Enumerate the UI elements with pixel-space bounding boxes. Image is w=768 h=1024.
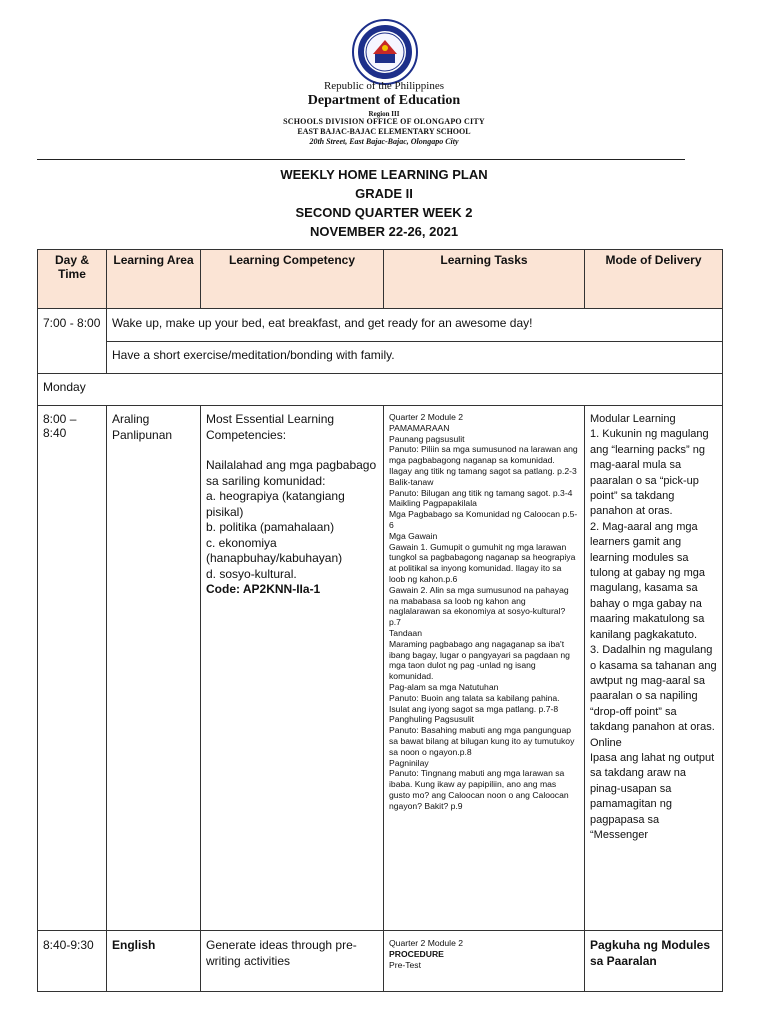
column-header-learning-tasks: Learning Tasks	[384, 250, 585, 309]
delivery-line: 2. Mag-aaral ang mga learners gamit ang learning modules sa tulong at gabay ng mga magulang, kasama sa bahay o mga gabay na maaring makatulong sa kanilang pagkakatuto.	[590, 520, 705, 641]
task-line: PROCEDURE	[389, 948, 444, 959]
routine-time: 7:00 - 8:00	[38, 309, 107, 374]
task-line: Pagninilay	[389, 757, 429, 768]
task-line: Pre-Test	[389, 959, 421, 970]
row2-time: 8:40-9:30	[38, 931, 107, 992]
competency-line: Nailalahad ang mga pagbabago sa sariling komunidad:	[206, 458, 377, 488]
routine-line-2: Have a short exercise/meditation/bonding with family.	[107, 342, 723, 374]
plan-date-range: NOVEMBER 22-26, 2021	[309, 224, 459, 239]
header-address: 20th Street, East Bajac-Bajac, Olongapo City	[309, 137, 459, 146]
competency-line: a. heograpiya (katangiang pisikal)	[206, 489, 345, 519]
competency-line: b. politika (pamahalaan)	[206, 520, 335, 534]
task-line: Gawain 2. Alin sa mga sumusunod na pahayag na mababasa sa loob ng kahon ang naglalarawan sa ekonomiya at sosyo-kultural? p.7	[389, 584, 569, 628]
task-line: Panuto: Buoin ang talata sa kabilang pahina. Isulat ang iyong sagot sa mga patlang. p.7-8	[389, 692, 560, 714]
column-header-learning-area: Learning Area	[107, 250, 201, 309]
task-line: Mga Pagbabago sa Komunidad ng Caloocan p.5-6	[389, 509, 578, 530]
task-line: Tandaan	[389, 627, 422, 638]
delivery-line: Modular Learning	[590, 413, 676, 425]
task-line: Panuto: Bilugan ang titik ng tamang sagot. p.3-4	[389, 487, 573, 498]
plan-quarter-week: SECOND QUARTER WEEK 2	[295, 205, 473, 220]
task-line: Quarter 2 Module 2	[389, 412, 464, 422]
delivery-line: Ipasa ang lahat ng output sa takdang araw na pinag-usapan sa pamamagitan ng pagpapasa sa “Messenger	[590, 751, 715, 841]
row1-delivery	[585, 406, 723, 931]
task-line: Quarter 2 Module 2	[389, 938, 464, 948]
task-line: Panuto: Basahing mabuti ang mga pangunguap sa bawat bilang at bilugan kung ito ay tumutukoy sa noon o ngayon.p.8	[389, 725, 575, 757]
task-line: Panghuling Pagsusulit	[389, 714, 475, 725]
routine-line-1: Wake up, make up your bed, eat breakfast, and get ready for an awesome day!	[107, 309, 723, 342]
column-header-day-time: Day & Time	[38, 250, 107, 309]
row2-competency: Generate ideas through pre-writing activities	[201, 931, 384, 992]
day-label: Monday	[38, 374, 723, 406]
learning-plan-table	[37, 249, 723, 992]
row1-learning-area: Araling Panlipunan	[107, 406, 201, 931]
row2-learning-area: English	[107, 931, 201, 992]
plan-title: WEEKLY HOME LEARNING PLAN	[280, 167, 488, 182]
row2-tasks	[384, 931, 585, 992]
header-school: EAST BAJAC-BAJAC ELEMENTARY SCHOOL	[297, 127, 471, 136]
table-row	[38, 406, 723, 931]
task-line: Maraming pagbabago ang nagaganap sa iba't ibang bagay, lugar o pangyayari sa pagdaan ng mga taon dulot ng pag -unlad ng isang komunidad.	[389, 638, 570, 682]
deped-seal-logo	[351, 18, 419, 86]
task-line: Mga Gawain	[389, 530, 438, 541]
task-line: Panuto: Tingnang mabuti ang mga larawan sa ibaba. Kung ikaw ay papipiliin, ano ang mas gusto mo? ang Caloocan noon o ang Caloocan ngayon? Bakit? p.9	[389, 768, 569, 811]
task-line: Paunang pagsusulit	[389, 433, 465, 444]
header-region: Region III	[368, 110, 400, 118]
competency-line: c. ekonomiya (hanapbuhay/kabuhayan)	[206, 535, 343, 565]
task-line: Pag-alam sa mga Natutuhan	[389, 681, 499, 692]
row1-tasks	[384, 406, 585, 931]
table-row	[38, 309, 723, 342]
task-line: Gawain 1. Gumupit o gumuhit ng mga larawan tungkol sa pagbabagong naganap sa heograpiya at politikal sa inyong komunidad. Ilagay ito sa loob ng kahon.p.6	[389, 541, 576, 584]
header-divider	[37, 159, 685, 160]
competency-line: d. sosyo-kultural.	[206, 566, 297, 581]
delivery-line: 3. Dadalhin ng magulang o kasama sa tahanan ang awtput ng mag-aaral sa paaralan o sa napiling “drop-off point” sa takdang panahon at oras.	[590, 644, 717, 734]
task-line: Balik-tanaw	[389, 476, 434, 487]
row1-time: 8:00 – 8:40	[38, 406, 107, 931]
competency-code: Code: AP2KNN-IIa-1	[206, 582, 321, 596]
task-line: PAMAMARAAN	[389, 422, 450, 433]
table-header-row	[38, 250, 723, 309]
header-department: Department of Education	[307, 93, 461, 108]
task-line: Panuto: Piliin sa mga sumusunod na larawan ang mga pagbabagong naganap sa komunidad. Ilagay ang titik ng tamang sagot sa patlang. p.2-3	[389, 444, 578, 476]
delivery-line: 1. Kukunin ng magulang ang “learning packs” ng mag-aaral mula sa paaralan o sa “pick-up point” sa takdang panahon at oras.	[590, 428, 709, 518]
row1-competency	[201, 406, 384, 931]
table-row	[38, 374, 723, 406]
column-header-learning-competency: Learning Competency	[201, 250, 384, 309]
header-republic: Republic of the Philippines	[323, 80, 445, 92]
row2-delivery: Pagkuha ng Modules sa Paaralan	[585, 931, 723, 992]
header-division: SCHOOLS DIVISION OFFICE OF OLONGAPO CITY	[283, 117, 485, 126]
table-row	[38, 931, 723, 992]
table-row	[38, 342, 723, 374]
competency-intro: Most Essential Learning Competencies:	[206, 412, 335, 442]
column-header-mode-of-delivery: Mode of Delivery	[585, 250, 723, 309]
delivery-line: Online	[590, 736, 622, 749]
task-line: Maikling Pagpapakilala	[389, 498, 477, 509]
plan-grade: GRADE II	[355, 186, 413, 201]
